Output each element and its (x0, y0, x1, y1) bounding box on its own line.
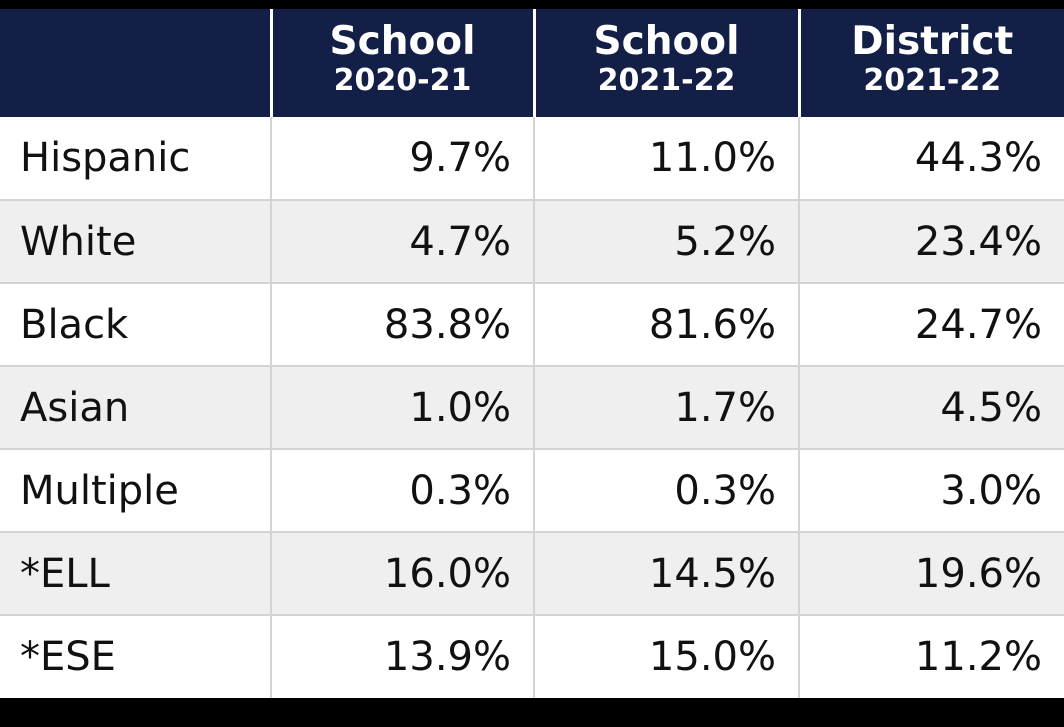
table-row (0, 366, 1064, 449)
cell-multiple-school-2020-21: 0.3% (271, 449, 534, 532)
cell-hispanic-school-2020-21: 9.7% (271, 117, 534, 200)
row-label-white: White (0, 200, 271, 283)
cell-white-district-2021-22: 23.4% (799, 200, 1064, 283)
row-label-black: Black (0, 283, 271, 366)
table-row (0, 117, 1064, 200)
cell-black-school-2020-21: 83.8% (271, 283, 534, 366)
cell-ell-school-2021-22: 14.5% (534, 532, 799, 615)
cell-multiple-district-2021-22: 3.0% (799, 449, 1064, 532)
row-label-ese: *ESE (0, 615, 271, 698)
header-school-2020-21-line1: School (329, 18, 476, 64)
demographics-table-container (0, 9, 1064, 698)
cell-black-district-2021-22: 24.7% (799, 283, 1064, 366)
cell-asian-school-2020-21: 1.0% (271, 366, 534, 449)
header-school-2021-22-line2: 2021-22 (597, 63, 736, 99)
row-label-asian: Asian (0, 366, 271, 449)
cell-asian-school-2021-22: 1.7% (534, 366, 799, 449)
table-row (0, 449, 1064, 532)
table-row (0, 615, 1064, 698)
header-district-2021-22-line1: District (851, 18, 1014, 64)
table-header-cell-corner (0, 9, 271, 117)
header-school-2021-22-line1: School (593, 18, 740, 64)
cell-asian-district-2021-22: 4.5% (799, 366, 1064, 449)
cell-multiple-school-2021-22: 0.3% (534, 449, 799, 532)
cell-hispanic-district-2021-22: 44.3% (799, 117, 1064, 200)
table-row (0, 200, 1064, 283)
cell-ese-school-2020-21: 13.9% (271, 615, 534, 698)
table-header-row (0, 9, 1064, 117)
table-header (0, 9, 1064, 117)
table-row (0, 532, 1064, 615)
row-label-hispanic: Hispanic (0, 117, 271, 200)
cell-hispanic-school-2021-22: 11.0% (534, 117, 799, 200)
cell-ell-school-2020-21: 16.0% (271, 532, 534, 615)
bottom-border (0, 705, 1064, 727)
cell-ell-district-2021-22: 19.6% (799, 532, 1064, 615)
header-school-2020-21-line2: 2020-21 (333, 63, 472, 99)
table-header-cell-district-2021-22 (799, 9, 1064, 117)
table-body (0, 117, 1064, 698)
table-header-cell-school-2021-22 (534, 9, 799, 117)
demographics-table (0, 9, 1064, 698)
cell-white-school-2020-21: 4.7% (271, 200, 534, 283)
cell-ese-school-2021-22: 15.0% (534, 615, 799, 698)
row-label-ell: *ELL (0, 532, 271, 615)
row-label-multiple: Multiple (0, 449, 271, 532)
cell-ese-district-2021-22: 11.2% (799, 615, 1064, 698)
table-header-cell-school-2020-21 (271, 9, 534, 117)
cell-white-school-2021-22: 5.2% (534, 200, 799, 283)
table-row (0, 283, 1064, 366)
cell-black-school-2021-22: 81.6% (534, 283, 799, 366)
header-district-2021-22-line2: 2021-22 (863, 63, 1002, 99)
